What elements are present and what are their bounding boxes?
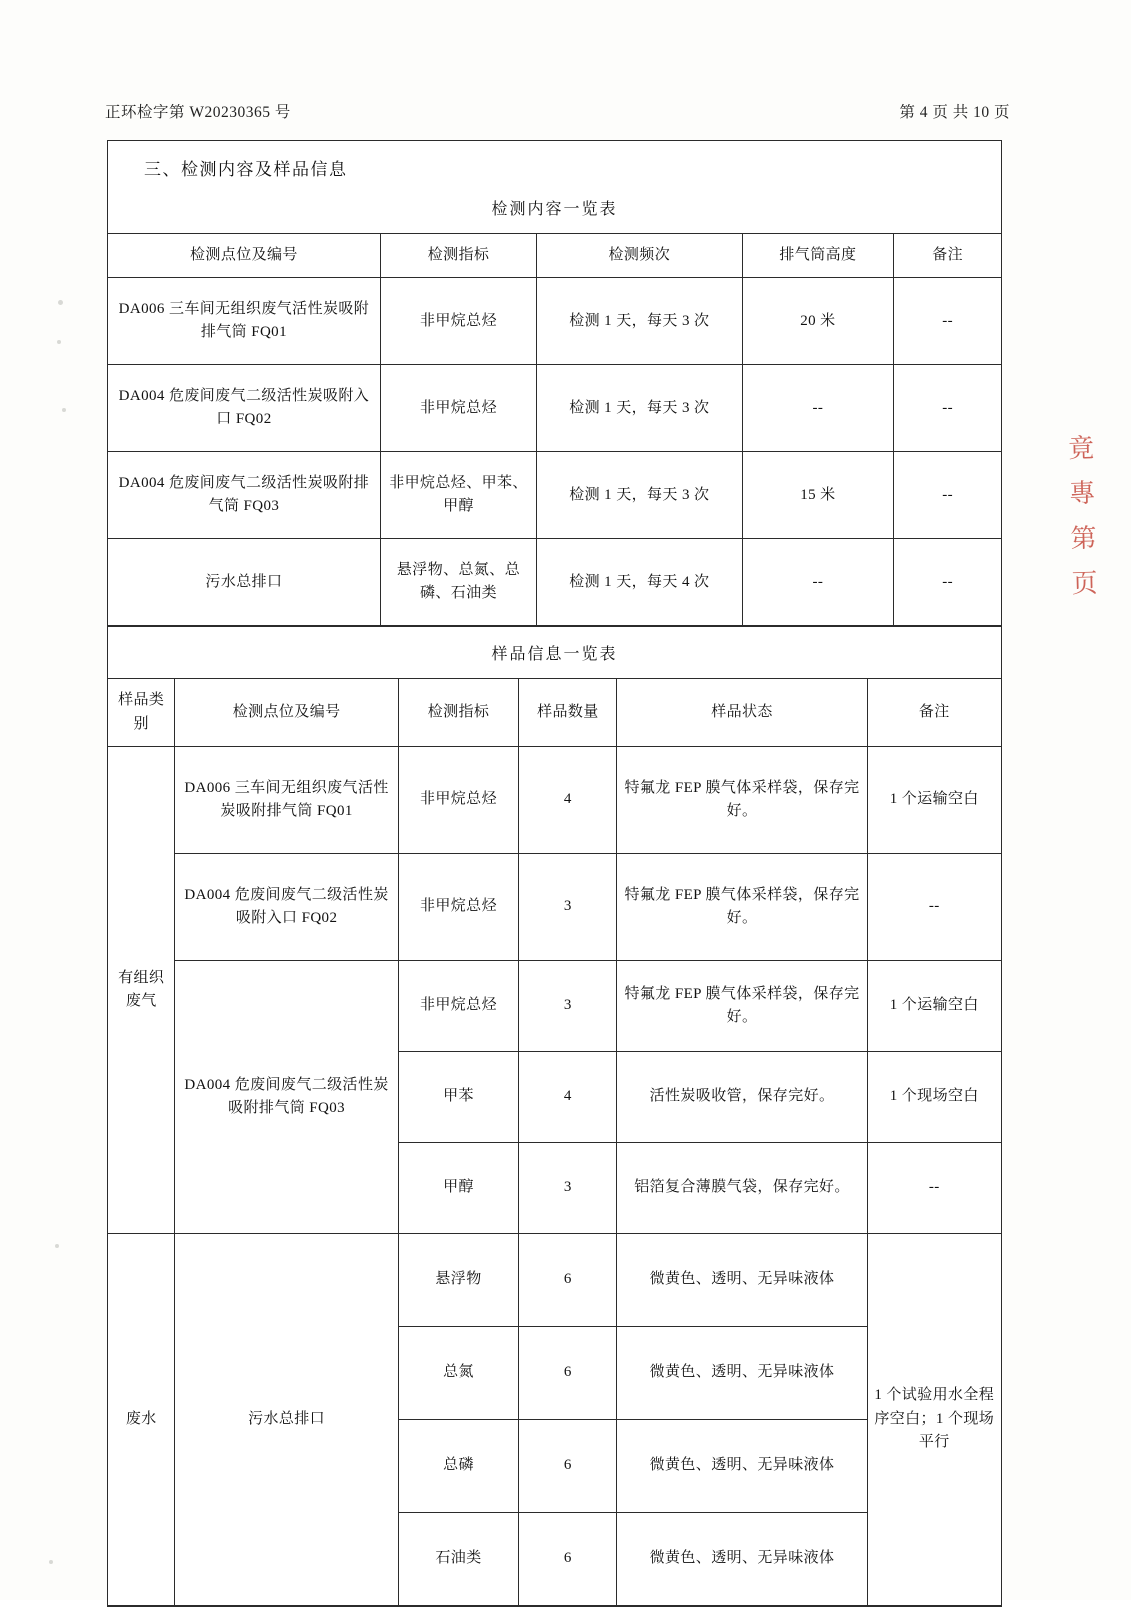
cell-remark: -- [867, 1142, 1001, 1233]
scan-speck [55, 1244, 59, 1248]
cell-state: 特氟龙 FEP 膜气体采样袋，保存完好。 [617, 746, 867, 853]
cell-state: 微黄色、透明、无异味液体 [617, 1326, 867, 1419]
cell-frequency: 检测 1 天，每天 3 次 [537, 278, 742, 365]
cell-index: 悬浮物、总氮、总磷、石油类 [380, 539, 536, 626]
seal-char: 页 [1071, 568, 1099, 600]
cell-remark: 1 个试验用水全程序空白；1 个现场平行 [867, 1233, 1001, 1605]
cell-height: 15 米 [742, 452, 894, 539]
cell-point: DA004 危废间废气二级活性炭吸附排气筒 FQ03 [108, 452, 380, 539]
inspection-content-table [108, 233, 1001, 626]
cell-count: 4 [519, 1051, 617, 1142]
table-row [108, 960, 1001, 1051]
cell-count: 3 [519, 1142, 617, 1233]
cell-count: 3 [519, 960, 617, 1051]
col-frequency: 检测频次 [537, 234, 742, 278]
col-point: 检测点位及编号 [108, 234, 380, 278]
seal-char: 竟 [1067, 433, 1095, 465]
cell-index: 石油类 [398, 1512, 519, 1605]
cell-index: 非甲烷总烃 [398, 746, 519, 853]
cell-state: 特氟龙 FEP 膜气体采样袋，保存完好。 [617, 960, 867, 1051]
seal-char: 專 [1068, 478, 1096, 510]
scan-speck [58, 300, 63, 305]
table-row [108, 452, 1001, 539]
table-header-row [108, 234, 1001, 278]
cell-count: 6 [519, 1512, 617, 1605]
table-row [108, 278, 1001, 365]
cell-state: 微黄色、透明、无异味液体 [617, 1233, 867, 1326]
cell-remark: -- [894, 278, 1001, 365]
cell-remark: 1 个运输空白 [867, 960, 1001, 1051]
col-index: 检测指标 [380, 234, 536, 278]
col-remark: 备注 [894, 234, 1001, 278]
cell-frequency: 检测 1 天，每天 3 次 [537, 452, 742, 539]
cell-point: DA004 危废间废气二级活性炭吸附入口 FQ02 [175, 853, 398, 960]
cell-index: 总氮 [398, 1326, 519, 1419]
table-row [108, 1233, 1001, 1326]
table1-caption: 检测内容一览表 [491, 201, 618, 218]
cell-index: 非甲烷总烃、甲苯、甲醇 [380, 452, 536, 539]
red-seal-text [1051, 429, 1116, 611]
cell-index: 甲醇 [398, 1142, 519, 1233]
col-category: 样品类别 [108, 679, 175, 747]
table-row [108, 746, 1001, 853]
cell-category: 废水 [108, 1233, 175, 1605]
cell-state: 微黄色、透明、无异味液体 [617, 1419, 867, 1512]
cell-index: 非甲烷总烃 [398, 853, 519, 960]
content-frame [107, 140, 1002, 1607]
section-title: 三、检测内容及样品信息 [144, 160, 348, 179]
table2-caption: 样品信息一览表 [491, 646, 618, 664]
cell-count: 6 [519, 1326, 617, 1419]
cell-point: 污水总排口 [175, 1233, 398, 1605]
page-header [105, 100, 1010, 122]
cell-count: 4 [519, 746, 617, 853]
cell-state: 微黄色、透明、无异味液体 [617, 1512, 867, 1605]
cell-remark: -- [894, 539, 1001, 626]
cell-index: 悬浮物 [398, 1233, 519, 1326]
cell-index: 非甲烷总烃 [380, 278, 536, 365]
col-count: 样品数量 [519, 679, 617, 747]
scan-speck [57, 340, 61, 344]
seal-char: 第 [1070, 523, 1097, 555]
cell-count: 6 [519, 1233, 617, 1326]
scan-speck [49, 1560, 53, 1564]
cell-point: DA006 三车间无组织废气活性炭吸附排气筒 FQ01 [175, 746, 398, 853]
cell-state: 活性炭吸收管，保存完好。 [617, 1051, 867, 1142]
cell-point: DA006 三车间无组织废气活性炭吸附排气筒 FQ01 [108, 278, 380, 365]
sample-info-table [108, 678, 1001, 1606]
cell-point: DA004 危废间废气二级活性炭吸附入口 FQ02 [108, 365, 380, 452]
col-point: 检测点位及编号 [175, 679, 398, 747]
cell-count: 6 [519, 1419, 617, 1512]
cell-frequency: 检测 1 天，每天 3 次 [537, 365, 742, 452]
cell-frequency: 检测 1 天，每天 4 次 [537, 539, 742, 626]
cell-index: 非甲烷总烃 [380, 365, 536, 452]
cell-remark: -- [894, 452, 1001, 539]
table-row [108, 539, 1001, 626]
cell-index: 甲苯 [398, 1051, 519, 1142]
cell-remark: -- [867, 853, 1001, 960]
col-state: 样品状态 [617, 679, 867, 747]
scan-speck [62, 408, 66, 412]
cell-remark: 1 个现场空白 [867, 1051, 1001, 1142]
document-number: 正环检字第 W20230365 号 [105, 104, 291, 121]
cell-category: 有组织废气 [108, 746, 175, 1233]
table-row [108, 853, 1001, 960]
cell-index: 总磷 [398, 1419, 519, 1512]
cell-height: -- [742, 365, 894, 452]
cell-height: 20 米 [742, 278, 894, 365]
cell-point: DA004 危废间废气二级活性炭吸附排气筒 FQ03 [175, 960, 398, 1233]
cell-remark: 1 个运输空白 [867, 746, 1001, 853]
cell-state: 特氟龙 FEP 膜气体采样袋，保存完好。 [617, 853, 867, 960]
cell-index: 非甲烷总烃 [398, 960, 519, 1051]
cell-point: 污水总排口 [108, 539, 380, 626]
col-remark: 备注 [867, 679, 1001, 747]
table-row [108, 365, 1001, 452]
page-number: 第 4 页 共 10 页 [899, 104, 1010, 121]
col-index: 检测指标 [398, 679, 519, 747]
col-height: 排气筒高度 [742, 234, 894, 278]
cell-state: 铝箔复合薄膜气袋，保存完好。 [617, 1142, 867, 1233]
table-header-row [108, 679, 1001, 747]
cell-count: 3 [519, 853, 617, 960]
cell-remark: -- [894, 365, 1001, 452]
cell-height: -- [742, 539, 894, 626]
